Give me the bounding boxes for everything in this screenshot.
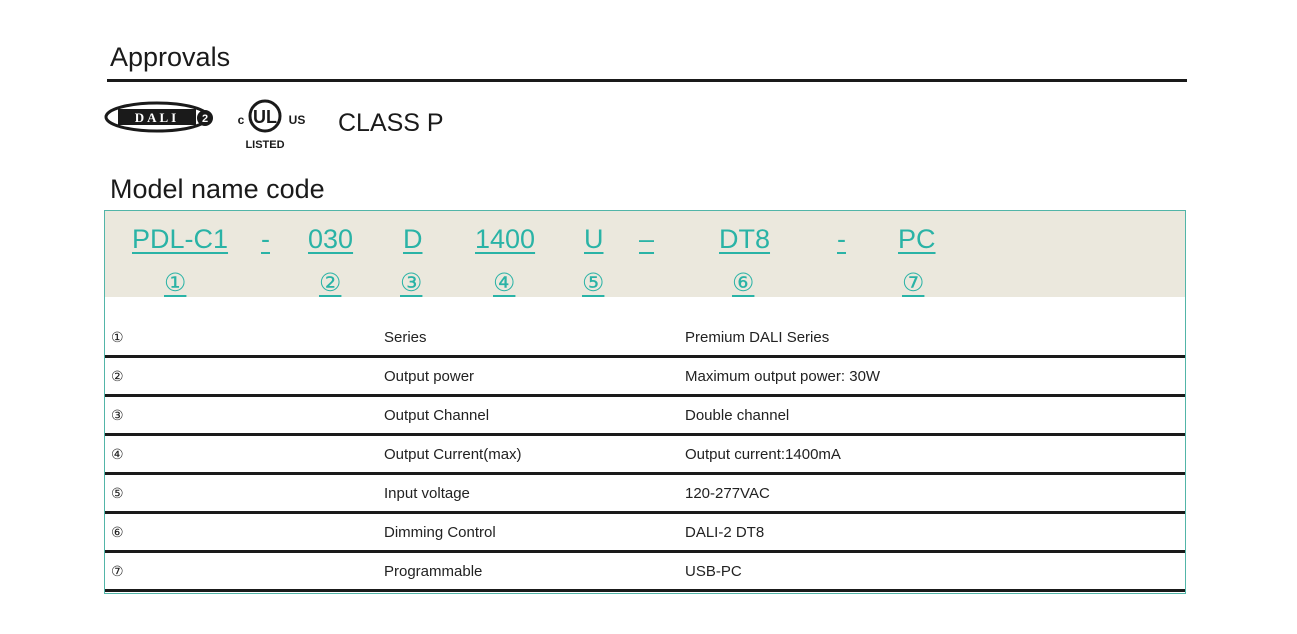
table-row	[105, 514, 1185, 553]
row-name: Output Channel	[384, 407, 490, 424]
row-description: Maximum output power: 30W	[685, 368, 881, 385]
row-description: Output current:1400mA	[685, 446, 841, 463]
cul-us-listed-logo	[235, 94, 307, 152]
row-number: ③	[111, 407, 124, 423]
code-part-current: 1400	[475, 224, 536, 254]
row-description: Double channel	[685, 407, 790, 424]
code-part-power: 030	[308, 224, 354, 254]
row-number: ⑤	[111, 485, 124, 501]
code-part-voltage: U	[584, 224, 604, 254]
code-number: ②	[319, 269, 342, 297]
ul-listed-mark: LISTED	[245, 139, 285, 151]
approvals-divider	[107, 79, 1187, 82]
row-description: DALI-2 DT8	[685, 524, 765, 541]
dali2-logo	[104, 100, 214, 134]
dali-logo-text: DALI	[134, 110, 180, 125]
dali-logo-sup: 2	[201, 113, 209, 125]
code-number: ④	[493, 269, 516, 297]
code-number: ⑤	[582, 269, 605, 297]
row-name: Programmable	[384, 563, 483, 580]
model-code-table	[104, 210, 1186, 594]
row-name: Series	[384, 329, 427, 346]
row-name: Input voltage	[384, 485, 470, 502]
code-part-dimming: DT8	[719, 224, 771, 254]
ul-us-mark: US	[288, 113, 306, 127]
code-part-channel: D	[403, 224, 423, 254]
code-number: ⑥	[732, 269, 755, 297]
row-number: ⑦	[111, 563, 124, 579]
code-part-separator: -	[261, 224, 270, 254]
row-number: ④	[111, 446, 124, 462]
table-row	[105, 358, 1185, 397]
row-number: ①	[111, 329, 124, 345]
code-number: ⑦	[902, 269, 925, 297]
model-code-band	[105, 211, 1185, 297]
table-row	[105, 475, 1185, 514]
model-name-code-heading: Model name code	[110, 174, 325, 204]
row-number: ②	[111, 368, 124, 384]
table-row	[105, 397, 1185, 436]
code-number: ③	[400, 269, 423, 297]
code-number: ①	[164, 269, 187, 297]
table-row	[105, 319, 1185, 358]
row-description: Premium DALI Series	[685, 329, 830, 346]
row-description: 120-277VAC	[685, 485, 770, 502]
code-part-programming: PC	[898, 224, 936, 254]
row-name: Output Current(max)	[384, 446, 522, 463]
table-row	[105, 436, 1185, 475]
row-name: Output power	[384, 368, 475, 385]
class-p-label: CLASS P	[338, 109, 444, 137]
ul-mark: UL	[253, 107, 277, 127]
code-part-separator: -	[837, 224, 846, 254]
table-row	[105, 553, 1185, 592]
ul-c-mark: c	[237, 113, 245, 127]
row-name: Dimming Control	[384, 524, 496, 541]
code-part-separator: –	[639, 224, 655, 254]
code-part-series: PDL-C1	[132, 224, 229, 254]
row-number: ⑥	[111, 524, 124, 540]
row-description: USB-PC	[685, 563, 742, 580]
model-code-rows	[105, 319, 1185, 592]
approvals-heading: Approvals	[110, 42, 231, 72]
